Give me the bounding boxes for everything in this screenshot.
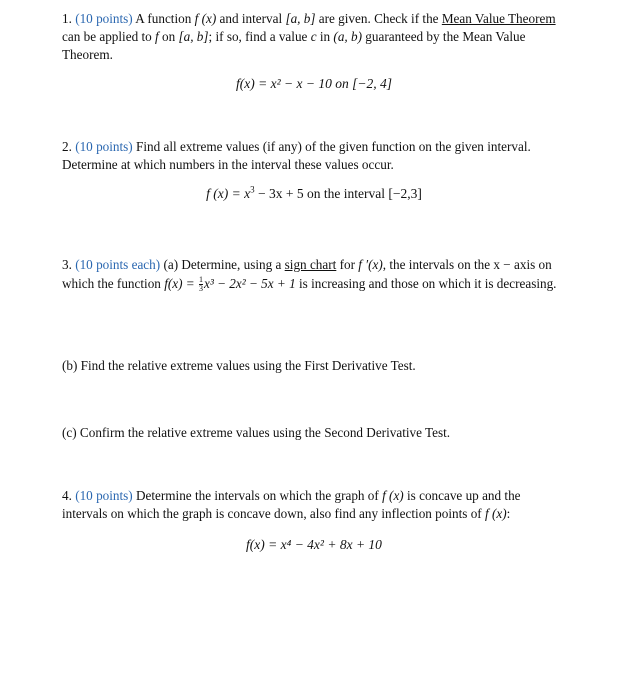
q1-text-f: ; if so, find a value [208, 29, 311, 44]
q2-text: Find all extreme values (if any) of the given function on the given interval. Determine at which numbers in the interval these values occur. [62, 139, 531, 172]
question-4 [62, 487, 562, 523]
q1-text-b: and interval [216, 11, 286, 26]
q1-open-interval: (a, b) [333, 29, 362, 44]
q2-eq-lhs: f (x) = x [206, 186, 251, 201]
q1-text-g: in [316, 29, 334, 44]
q1-interval2: [a, b] [178, 29, 209, 44]
question-1 [62, 10, 562, 64]
q4-text-a: Determine the intervals on which the graph of [132, 488, 383, 503]
q4-number: 4. [62, 488, 72, 503]
question-3 [62, 255, 562, 293]
q4-fx2: f (x) [485, 506, 507, 521]
q3-number: 3. [62, 257, 72, 272]
q4-fx: f (x) [382, 488, 404, 503]
q1-c: c [310, 29, 317, 44]
q1-text-h: guaranteed by the Mean Value Theorem. [62, 29, 526, 62]
q1-text-c: are given. Check if the [315, 11, 442, 26]
q4-equation: f(x) = x⁴ − 4x² + 8x + 10 [246, 537, 382, 552]
q2-points: (10 points) [75, 139, 133, 154]
q3-func-lhs: f(x) = [164, 276, 198, 291]
q1-points: (10 points) [75, 11, 133, 26]
q3-text-b: for [336, 257, 359, 272]
q2-eq-rhs: − 3x + 5 on the interval [−2,3] [254, 186, 422, 201]
q4-text-b: is concave up and the intervals on which the graph is concave down, also find any inflection points of [62, 488, 521, 521]
q2-number: 2. [62, 139, 72, 154]
q1-equation: f(x) = x² − x − 10 on [−2, 4] [236, 76, 392, 91]
q4-points: (10 points) [75, 488, 133, 503]
q3-sign-chart: sign chart [284, 257, 337, 272]
q3-text-a: (a) Determine, using a [160, 257, 285, 272]
q1-text-e: on [158, 29, 179, 44]
q1-fx: f (x) [194, 11, 217, 26]
q3-fprime: f ′(x) [358, 257, 383, 272]
q2-eq-exponent: 3 [250, 184, 255, 195]
q3-points: (10 points each) [75, 257, 161, 272]
q1-mvt-link: Mean Value Theorem [441, 11, 556, 26]
question-2 [62, 138, 562, 174]
q4-text-c: : [506, 506, 511, 521]
q3-part-c: (c) Confirm the relative extreme values using the Second Derivative Test. [62, 425, 451, 440]
q3-part-b: (b) Find the relative extreme values using the First Derivative Test. [62, 358, 416, 373]
q3-frac-num: 1 [198, 275, 203, 285]
q3-frac-den: 3 [198, 284, 203, 294]
q3-func-rhs: x³ − 2x² − 5x + 1 [203, 276, 296, 291]
q3-text-d: is increasing and those on which it is decreasing. [295, 276, 557, 291]
q3-text-c: , the intervals on the x − axis on which the function [62, 257, 552, 291]
q1-number: 1. [62, 11, 72, 26]
q1-text-a: A function [132, 11, 195, 26]
q2-equation [0, 185, 628, 203]
q1-f: f [155, 29, 159, 44]
q1-text-d: can be applied to [62, 29, 156, 44]
q1-interval: [a, b] [285, 11, 316, 26]
q3-fraction [199, 276, 203, 293]
